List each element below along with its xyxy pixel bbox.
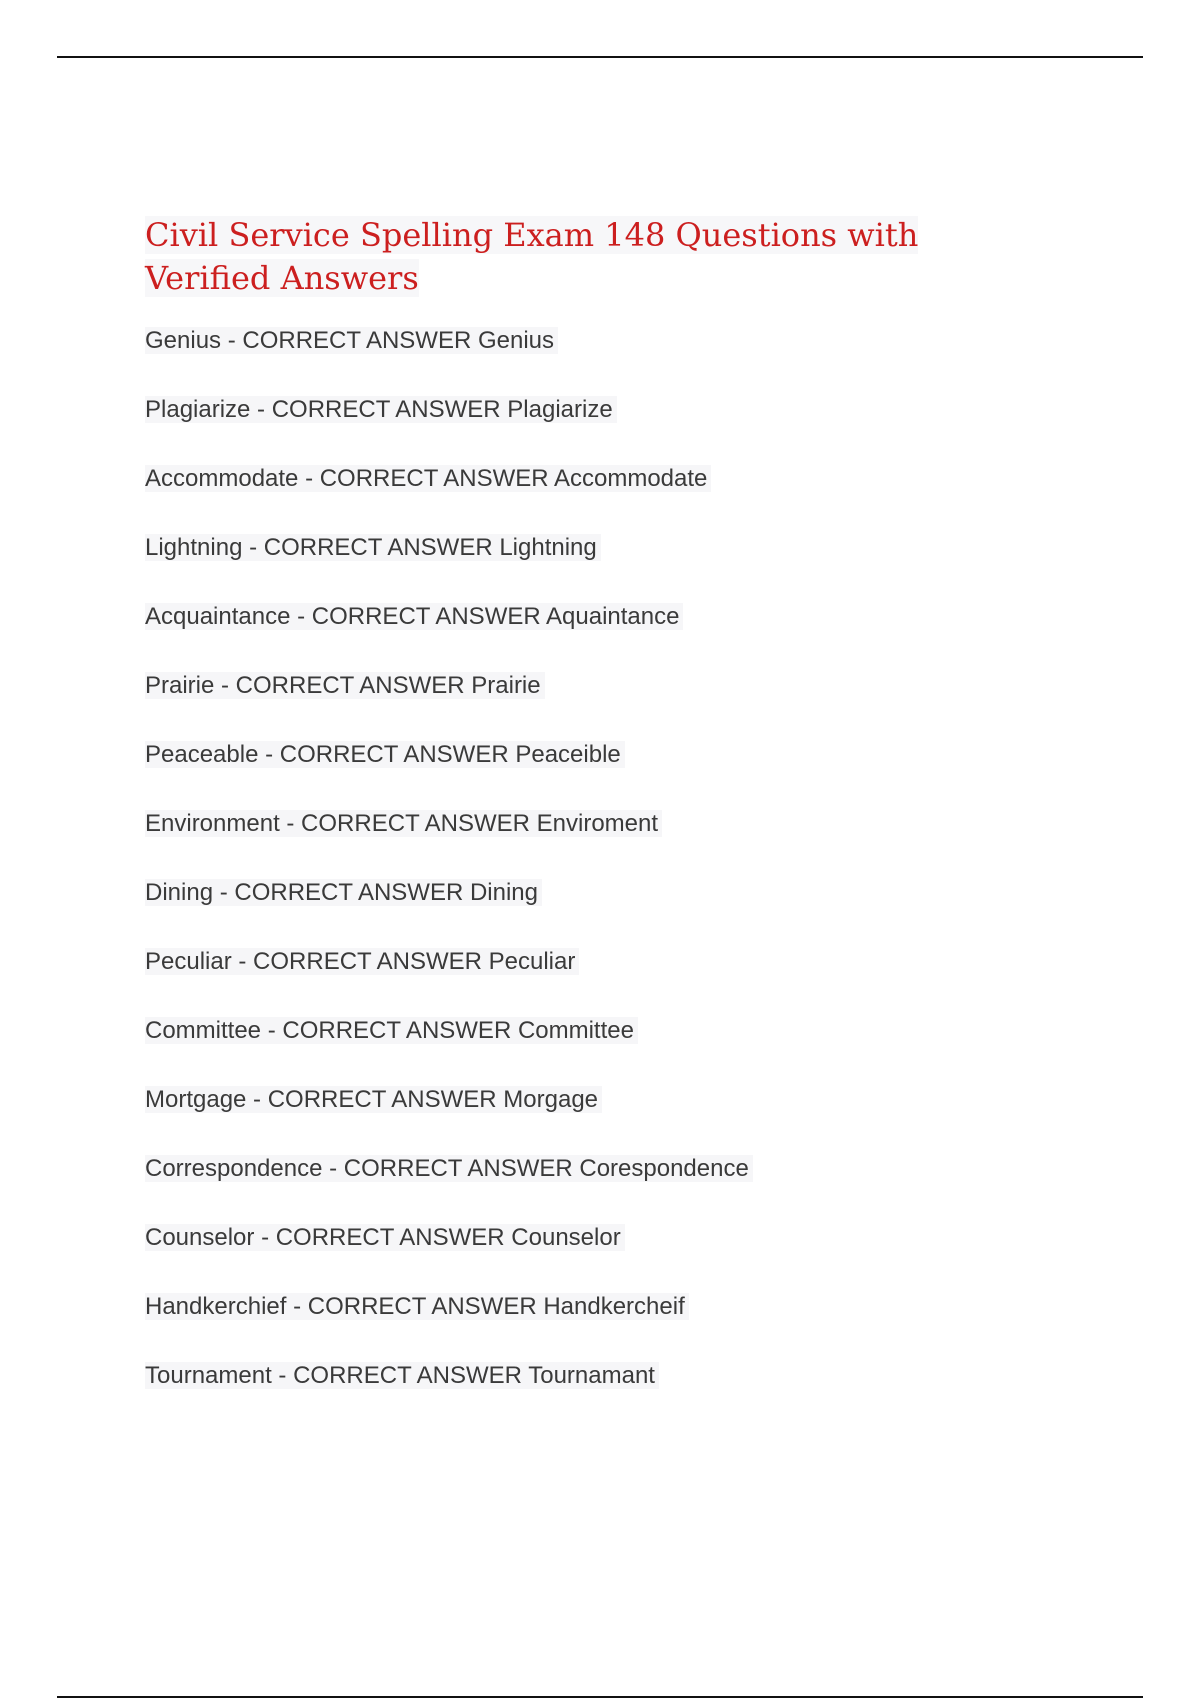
document-title <box>145 214 1045 300</box>
list-item-text: Peaceable - CORRECT ANSWER Peaceible <box>145 741 625 768</box>
list-item <box>145 326 1045 395</box>
list-item-text: Mortgage - CORRECT ANSWER Morgage <box>145 1086 602 1113</box>
list-item-text: Accommodate - CORRECT ANSWER Accommodate <box>145 465 711 492</box>
list-item-text: Plagiarize - CORRECT ANSWER Plagiarize <box>145 396 617 423</box>
list-item-text: Committee - CORRECT ANSWER Committee <box>145 1017 638 1044</box>
list-item <box>145 464 1045 533</box>
list-item <box>145 1154 1045 1223</box>
list-item-text: Genius - CORRECT ANSWER Genius <box>145 327 558 354</box>
list-item <box>145 878 1045 947</box>
list-item <box>145 1085 1045 1154</box>
list-item <box>145 1223 1045 1292</box>
top-divider <box>57 56 1143 58</box>
list-item-text: Counselor - CORRECT ANSWER Counselor <box>145 1224 625 1251</box>
list-item-text: Acquaintance - CORRECT ANSWER Aquaintance <box>145 603 683 630</box>
list-item <box>145 671 1045 740</box>
list-item-text: Correspondence - CORRECT ANSWER Corespondence <box>145 1155 753 1182</box>
list-item-text: Environment - CORRECT ANSWER Enviroment <box>145 810 662 837</box>
list-item <box>145 395 1045 464</box>
list-item <box>145 740 1045 809</box>
list-item <box>145 947 1045 1016</box>
document-body <box>145 214 1045 1430</box>
list-item <box>145 602 1045 671</box>
list-item-text: Prairie - CORRECT ANSWER Prairie <box>145 672 545 699</box>
list-item <box>145 1292 1045 1361</box>
list-item <box>145 1361 1045 1430</box>
list-item-text: Dining - CORRECT ANSWER Dining <box>145 879 542 906</box>
bottom-divider <box>57 1696 1143 1698</box>
list-item-text: Tournament - CORRECT ANSWER Tournamant <box>145 1362 659 1389</box>
list-item-text: Lightning - CORRECT ANSWER Lightning <box>145 534 601 561</box>
question-list <box>145 326 1045 1430</box>
list-item-text: Peculiar - CORRECT ANSWER Peculiar <box>145 948 579 975</box>
list-item <box>145 809 1045 878</box>
list-item <box>145 533 1045 602</box>
list-item <box>145 1016 1045 1085</box>
list-item-text: Handkerchief - CORRECT ANSWER Handkercheif <box>145 1293 689 1320</box>
document-title-text: Civil Service Spelling Exam 148 Questions with Verified Answers <box>145 216 919 297</box>
